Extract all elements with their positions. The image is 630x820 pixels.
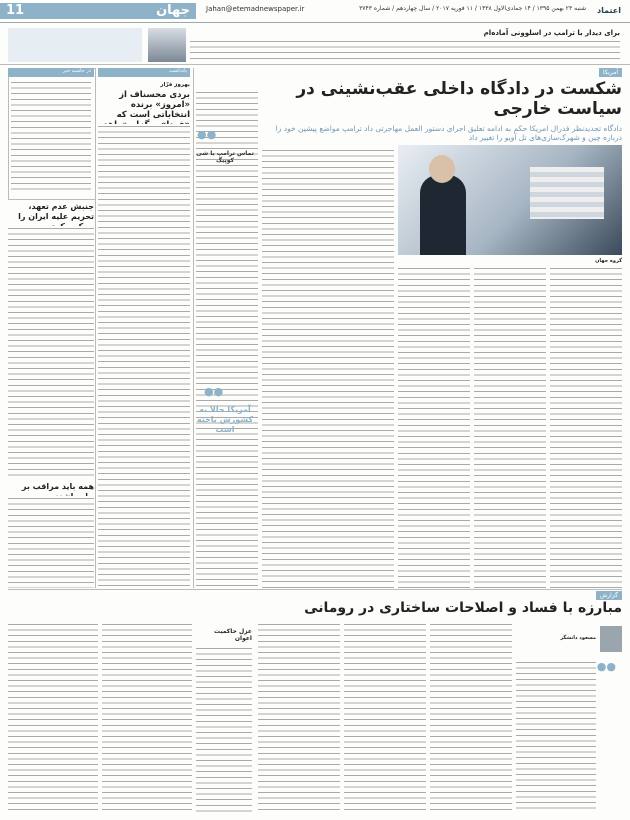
interview-photo <box>148 28 186 62</box>
flag-image <box>530 167 604 219</box>
lead-column-2 <box>398 266 470 588</box>
lead-column-1 <box>550 266 622 588</box>
lead-headline: شکست در دادگاه داخلی عقب‌نشینی در سیاست خارجی <box>296 79 622 119</box>
interview-strip <box>0 26 630 65</box>
sidebar-list <box>11 80 91 192</box>
page-number: 11 <box>6 3 25 18</box>
section-title: جهان <box>156 3 190 18</box>
lead-column-4 <box>196 90 258 588</box>
opinion-tag: یادداشت <box>98 68 190 77</box>
sidebar-text <box>8 226 94 476</box>
issue-line: شنبه ۲۳ بهمن ۱۳۹۵ / ۱۴ جمادی‌الاول ۱۴۳۸ / ۱۱ فوریه ۲۰۱۷ / سال چهاردهم / شماره ۳۷۴۳ <box>359 5 586 12</box>
interview-box <box>8 28 142 62</box>
bottom-subhead: عزل حاکمیت اعوان <box>213 628 252 642</box>
opinion-headline: بردی محسناف از «امروز» برنده انتخاباتی است که <box>116 90 190 120</box>
quote-dots-icon: ●● <box>204 385 224 398</box>
bottom-column-6 <box>196 646 252 812</box>
quote-dots-icon: ●● <box>596 660 616 673</box>
opinion-text <box>98 124 190 588</box>
quote-dots-icon: ●● <box>197 128 217 141</box>
bottom-headline: مبارزه با فساد و اصلاحات ساختاری در رومانی <box>304 600 622 616</box>
masthead <box>0 0 630 23</box>
bottom-kicker: گزارش <box>596 591 622 600</box>
lead-photo <box>398 145 622 255</box>
bottom-column-3 <box>344 622 426 812</box>
newspaper-logo: اعتماد <box>597 6 621 15</box>
sidebar-tag: در حاشیه خبر <box>8 68 94 77</box>
bottom-author <box>552 626 622 654</box>
lead-deck: دادگاه تجدیدنظر فدرال امریکا حکم به ادامه تعلیق اجرای دستور العمل مهاجرتی داد ترامپ مواضع پیشین خود را درباره چین و شهرک‌سازی‌های تل آویو را تغییر داد <box>275 124 622 142</box>
section-bar <box>0 3 196 19</box>
sidebar-headline: جنبش عدم تعهد، تحریم علیه ایران را <box>18 202 94 221</box>
interview-text <box>190 39 620 61</box>
bottom-column-5 <box>102 622 192 812</box>
column-rule <box>95 68 96 588</box>
interview-title: برای دیدار با ترامپ در اسلوونی آماده‌ام <box>483 29 620 37</box>
section-rule <box>8 589 622 590</box>
pull-quote-1: تماس ترامپ با شی کوپیگ <box>196 150 254 164</box>
opinion-author: بهروز فرّار <box>160 82 190 88</box>
column-rule <box>193 68 194 588</box>
lead-byline: گروه جهان <box>595 258 622 264</box>
bottom-column-4 <box>258 622 340 812</box>
bottom-column-2 <box>430 622 512 812</box>
sidebar-text-2 <box>8 496 94 588</box>
bottom-column-1 <box>516 660 596 812</box>
author-photo <box>600 626 622 652</box>
person-head <box>429 155 455 183</box>
section-email[interactable]: Jahan@etemadnewspaper.ir <box>206 5 305 13</box>
author-name: مسعود دانشگر <box>560 635 596 641</box>
lead-column-3 <box>262 148 394 588</box>
sidebar-headline-2: همه باید مراقب بر <box>21 482 94 491</box>
pull-quote-2: آمریکا حالا به کشورش باخته است <box>196 405 254 434</box>
lead-kicker: آمریکا <box>599 68 622 77</box>
bottom-left-column <box>8 622 98 812</box>
person-figure <box>420 175 466 255</box>
lead-column-1b <box>474 266 546 588</box>
